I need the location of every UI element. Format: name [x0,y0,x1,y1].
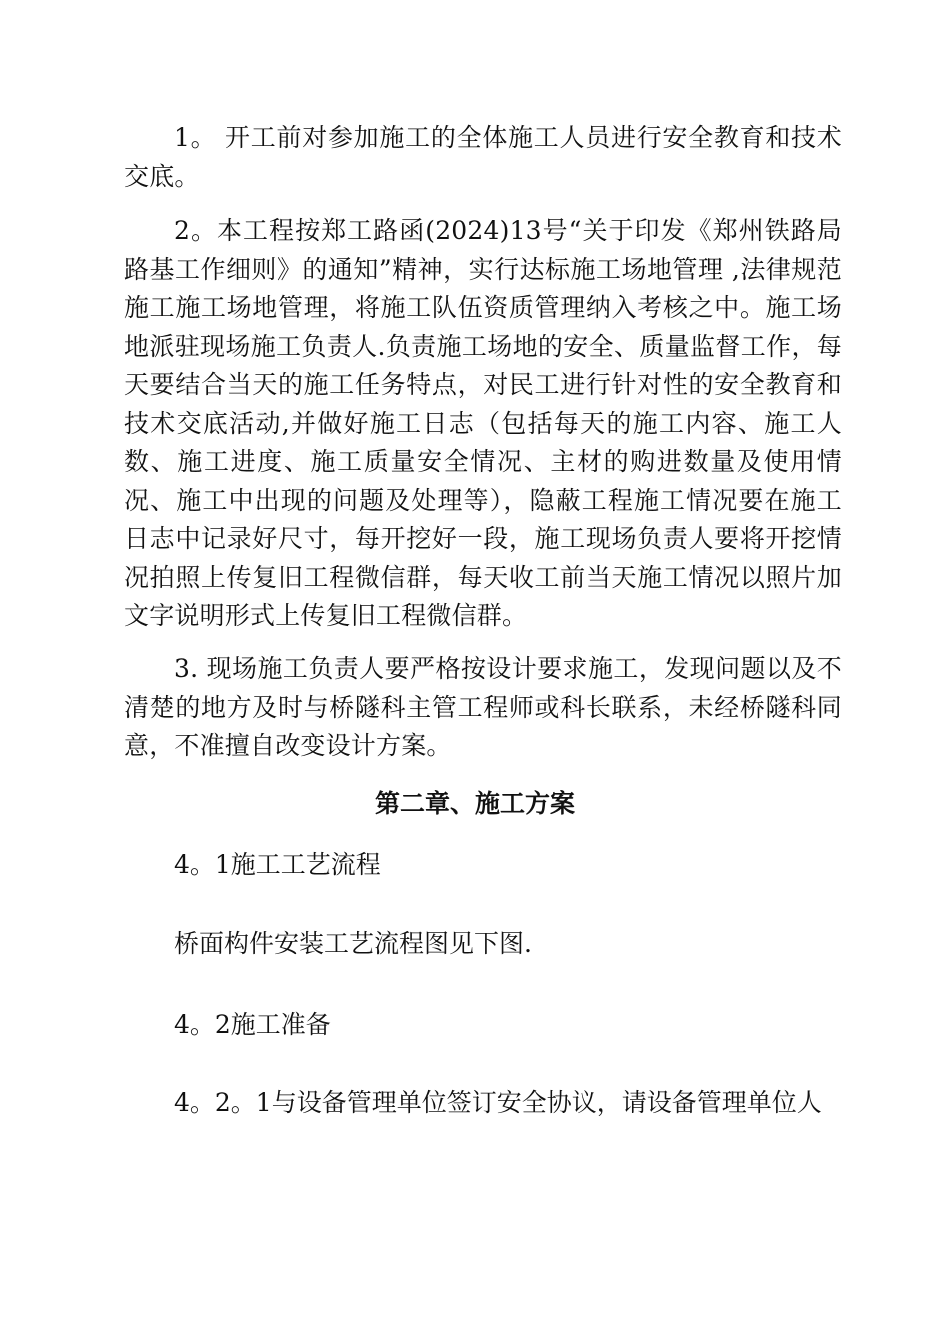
chapter-heading: 第二章、施工方案 [374,789,575,818]
section-4-2-1-text: 4。2。1与设备管理单位签订安全协议，请设备管理单位人 [174,1088,822,1117]
paragraph-1: 1。 开工前对参加施工的全体施工人员进行安全教育和技术交底。 [124,123,842,191]
section-heading-4-1: 4。1施工工艺流程 [174,850,381,879]
section-4-1-text: 桥面构件安装工艺流程图见下图. [174,929,532,958]
paragraph-3: 3. 现场施工负责人要严格按设计要求施工，发现问题以及不清楚的地方及时与桥隧科主管工程师或科长联系，未经桥隧科同意，不准擅自改变设计方案。 [124,654,842,760]
paragraph-2: 2。本工程按郑工路函(2024)13号“关于印发《郑州铁路局路基工作细则》的通知”精神，实行达标施工场地管理 ,法律规范施工施工场地管理，将施工队伍资质管理纳入考核之中。施工场地派驻现场施工负责人.负责施工场地的安全、质量监督工作，每天要结合当天的施工任务特点，对民工进行针对性的安全教育和技术交底活动,并做好施工日志（包括每天的施工内容、施工人数、施工进度、施工质量安全情况、主材的购进数量及使用情况、施工中出现的问题及处理等），隐蔽工程施工情况要在施工日志中记录好尺寸，每开挖好一段，施工现场负责人要将开挖情况拍照上传复旧工程微信群，每天收工前当天施工情况以照片加文字说明形式上传复旧工程微信群。 [124,216,842,630]
section-heading-4-2: 4。2施工准备 [174,1010,331,1039]
